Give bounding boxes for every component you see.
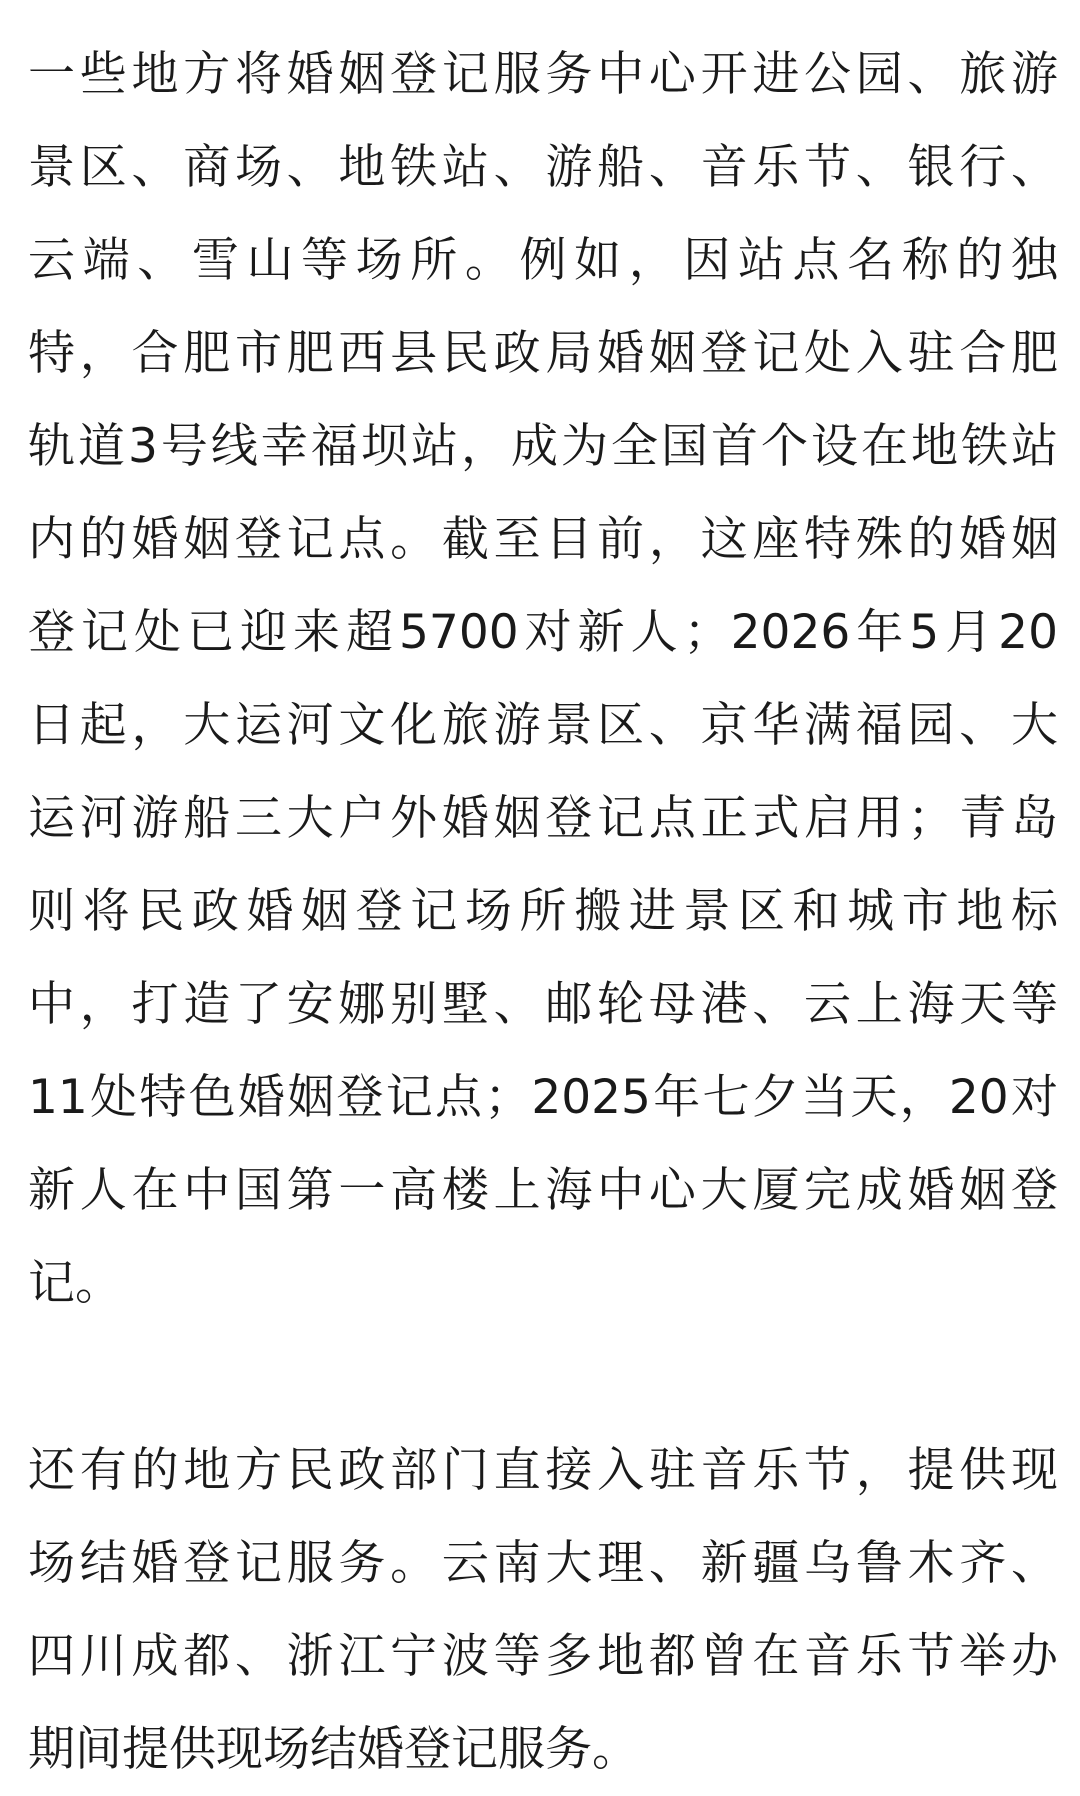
text-line: 云端、雪山等场所。例如，因站点名称的独 [28, 233, 1058, 288]
text-line: 内的婚姻登记点。截至目前，这座特殊的婚姻 [28, 512, 1058, 567]
text-line: 一些地方将婚姻登记服务中心开进公园、旅游 [28, 47, 1058, 102]
text-line: 新人在中国第一高楼上海中心大厦完成婚姻登 [28, 1163, 1058, 1218]
text-line: 日起，大运河文化旅游景区、京华满福园、大 [28, 698, 1058, 753]
paragraph-2 [28, 1424, 1058, 1796]
text-line: 记。 [28, 1256, 122, 1311]
paragraph-1 [28, 28, 1058, 1330]
text-line: 特，合肥市肥西县民政局婚姻登记处入驻合肥 [28, 326, 1058, 381]
text-line: 四川成都、浙江宁波等多地都曾在音乐节举办 [28, 1629, 1058, 1684]
paragraph-spacer [28, 1330, 1058, 1424]
text-line: 场结婚登记服务。云南大理、新疆乌鲁木齐、 [28, 1536, 1058, 1591]
text-line: 中，打造了安娜别墅、邮轮母港、云上海天等 [28, 977, 1058, 1032]
text-line: 运河游船三大户外婚姻登记点正式启用；青岛 [28, 791, 1058, 846]
text-line: 则将民政婚姻登记场所搬进景区和城市地标 [28, 884, 1058, 939]
article-body [28, 28, 1058, 1796]
text-line: 轨道3号线幸福坝站，成为全国首个设在地铁站 [28, 419, 1058, 474]
text-line: 登记处已迎来超5700对新人；2026年5月20 [28, 605, 1058, 660]
text-line: 11处特色婚姻登记点；2025年七夕当天，20对 [28, 1070, 1058, 1125]
text-line: 还有的地方民政部门直接入驻音乐节，提供现 [28, 1443, 1058, 1498]
text-line: 期间提供现场结婚登记服务。 [28, 1722, 639, 1777]
text-line: 景区、商场、地铁站、游船、音乐节、银行、 [28, 140, 1058, 195]
